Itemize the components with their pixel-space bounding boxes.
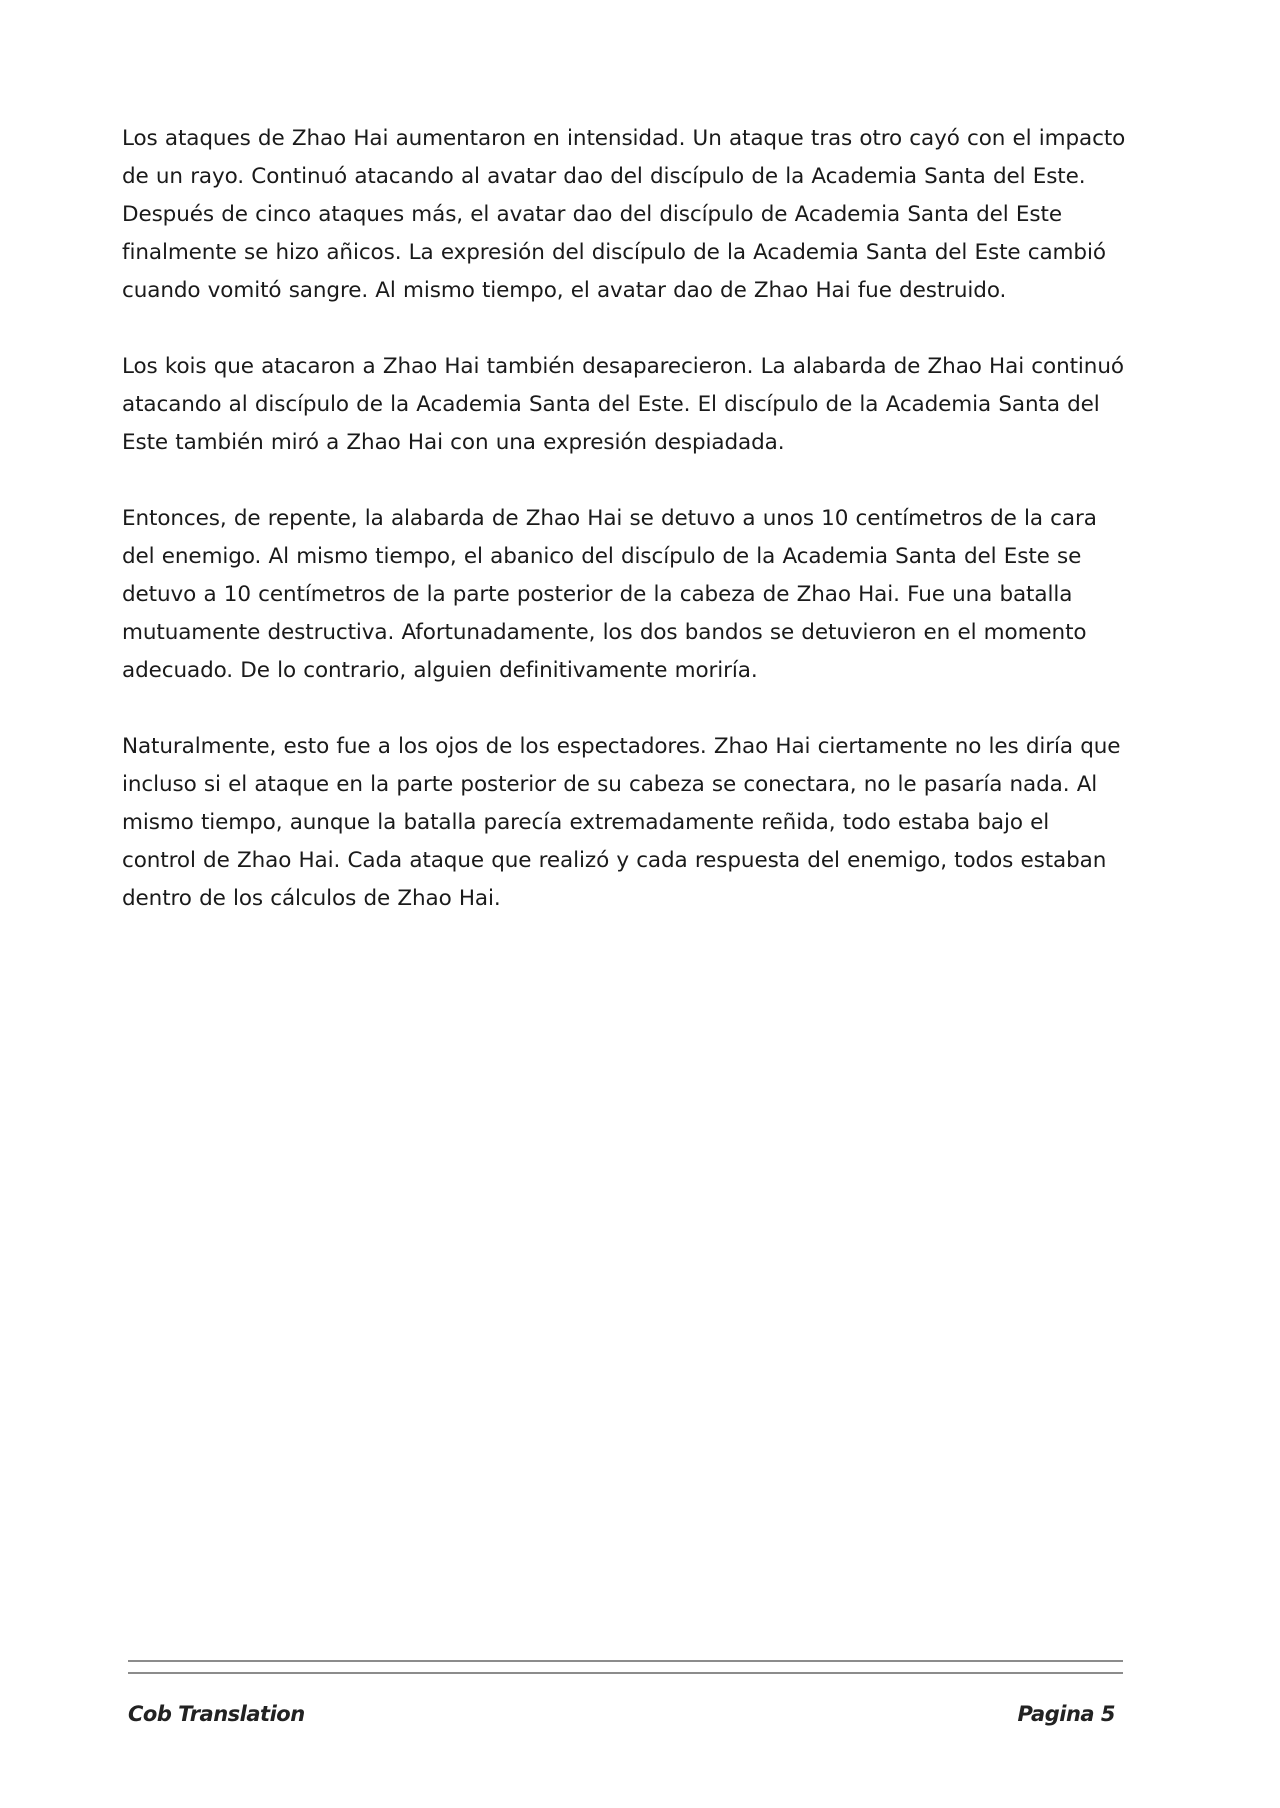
document-body (122, 120, 1127, 956)
paragraph: Los kois que atacaron a Zhao Hai también desaparecieron. La alabarda de Zhao Hai continuó atacando al discípulo de la Academia Santa del Este. El discípulo de la Academia Santa del Este también miró a Zhao Hai con una expresión despiadada. (122, 354, 1124, 455)
footer-translator-credit: Cob Translation (128, 1702, 305, 1726)
footer-divider-line (128, 1672, 1123, 1674)
footer-divider-line (128, 1660, 1123, 1662)
paragraph: Naturalmente, esto fue a los ojos de los espectadores. Zhao Hai ciertamente no les diría que incluso si el ataque en la parte posterior de su cabeza se conectara, no le pasaría nada. Al mismo tiempo, aunque la batalla parecía extremadamente reñida, todo estaba bajo el control de Zhao Hai. Cada ataque que realizó y cada respuesta del enemigo, todos estaban dentro de los cálculos de Zhao Hai. (122, 734, 1121, 911)
paragraph: Entonces, de repente, la alabarda de Zhao Hai se detuvo a unos 10 centímetros de la cara del enemigo. Al mismo tiempo, el abanico del discípulo de la Academia Santa del Este se detuvo a 10 centímetros de la parte posterior de la cabeza de Zhao Hai. Fue una batalla mutuamente destructiva. Afortunadamente, los dos bandos se detuvieron en el momento adecuado. De lo contrario, alguien definitivamente moriría. (122, 506, 1097, 683)
footer-page-number: Pagina 5 (1017, 1702, 1115, 1726)
paragraph: Los ataques de Zhao Hai aumentaron en intensidad. Un ataque tras otro cayó con el impacto de un rayo. Continuó atacando al avatar dao del discípulo de la Academia Santa del Este. Después de cinco ataques más, el avatar dao del discípulo de Academia Santa del Este finalmente se hizo añicos. La expresión del discípulo de la Academia Santa del Este cambió cuando vomitó sangre. Al mismo tiempo, el avatar dao de Zhao Hai fue destruido. (122, 126, 1126, 303)
